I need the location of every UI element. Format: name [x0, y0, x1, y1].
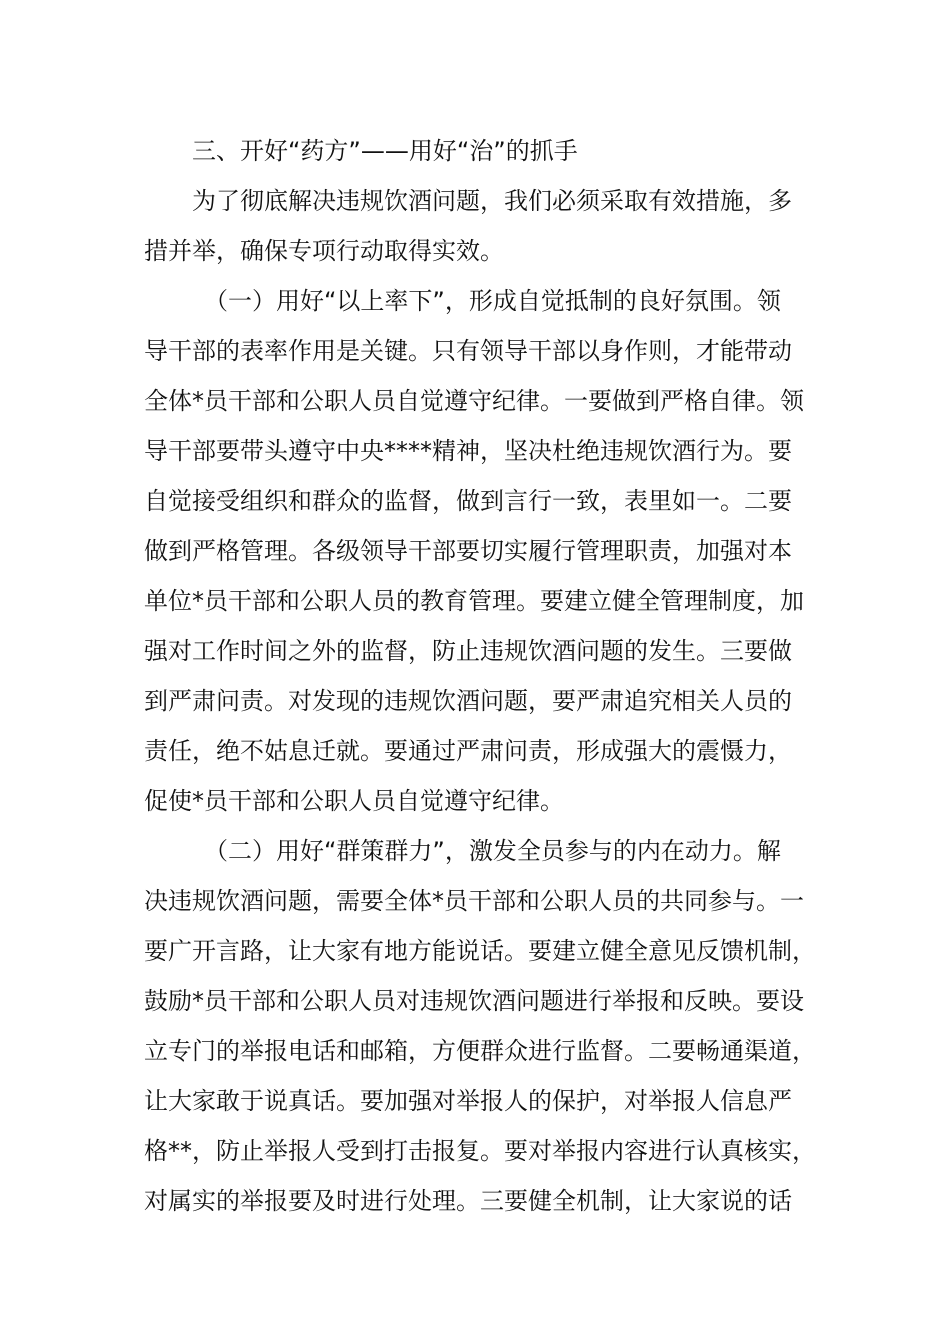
subsection2-line: 立专门的举报电话和邮箱，方便群众进行监督。二要畅通渠道，: [144, 1037, 816, 1065]
subsection1-line: 导干部要带头遵守中央****精神，坚决杜绝违规饮酒行为。要: [144, 437, 792, 465]
subsection2-line: （二）用好“群策群力”，激发全员参与的内在动力。解: [204, 837, 781, 865]
subsection1-line: 强对工作时间之外的监督，防止违规饮酒问题的发生。三要做: [144, 637, 792, 665]
subsection2-line: 对属实的举报要及时进行处理。三要健全机制，让大家说的话: [144, 1187, 792, 1215]
subsection1-line: 责任，绝不姑息迁就。要通过严肃问责，形成强大的震慑力，: [144, 737, 792, 765]
subsection2-line: 决违规饮酒问题，需要全体*员干部和公职人员的共同参与。一: [144, 887, 804, 915]
subsection1-line: 全体*员干部和公职人员自觉遵守纪律。一要做到严格自律。领: [144, 387, 804, 415]
document-body: [144, 126, 816, 1226]
subsection1-line: 导干部的表率作用是关键。只有领导干部以身作则，才能带动: [144, 337, 792, 365]
intro-line: 措并举，确保专项行动取得实效。: [144, 237, 504, 265]
subsection1-line: 促使*员干部和公职人员自觉遵守纪律。: [144, 787, 564, 815]
subsection2-line: 格**，防止举报人受到打击报复。要对举报内容进行认真核实，: [144, 1137, 816, 1165]
subsection2-line: 要广开言路，让大家有地方能说话。要建立健全意见反馈机制，: [144, 937, 816, 965]
intro-line: 为了彻底解决违规饮酒问题，我们必须采取有效措施，多: [192, 187, 792, 215]
subsection1-line: 单位*员干部和公职人员的教育管理。要建立健全管理制度，加: [144, 587, 804, 615]
subsection1-line: 做到严格管理。各级领导干部要切实履行管理职责，加强对本: [144, 537, 792, 565]
subsection1-line: （一）用好“以上率下”，形成自觉抵制的良好氛围。领: [204, 287, 781, 315]
section-heading: 三、开好“药方”——用好“治”的抓手: [192, 137, 578, 165]
subsection2-line: 鼓励*员干部和公职人员对违规饮酒问题进行举报和反映。要设: [144, 987, 804, 1015]
subsection1-line: 自觉接受组织和群众的监督，做到言行一致，表里如一。二要: [144, 487, 792, 515]
subsection1-line: 到严肃问责。对发现的违规饮酒问题，要严肃追究相关人员的: [144, 687, 792, 715]
subsection2-line: 让大家敢于说真话。要加强对举报人的保护，对举报人信息严: [144, 1087, 792, 1115]
